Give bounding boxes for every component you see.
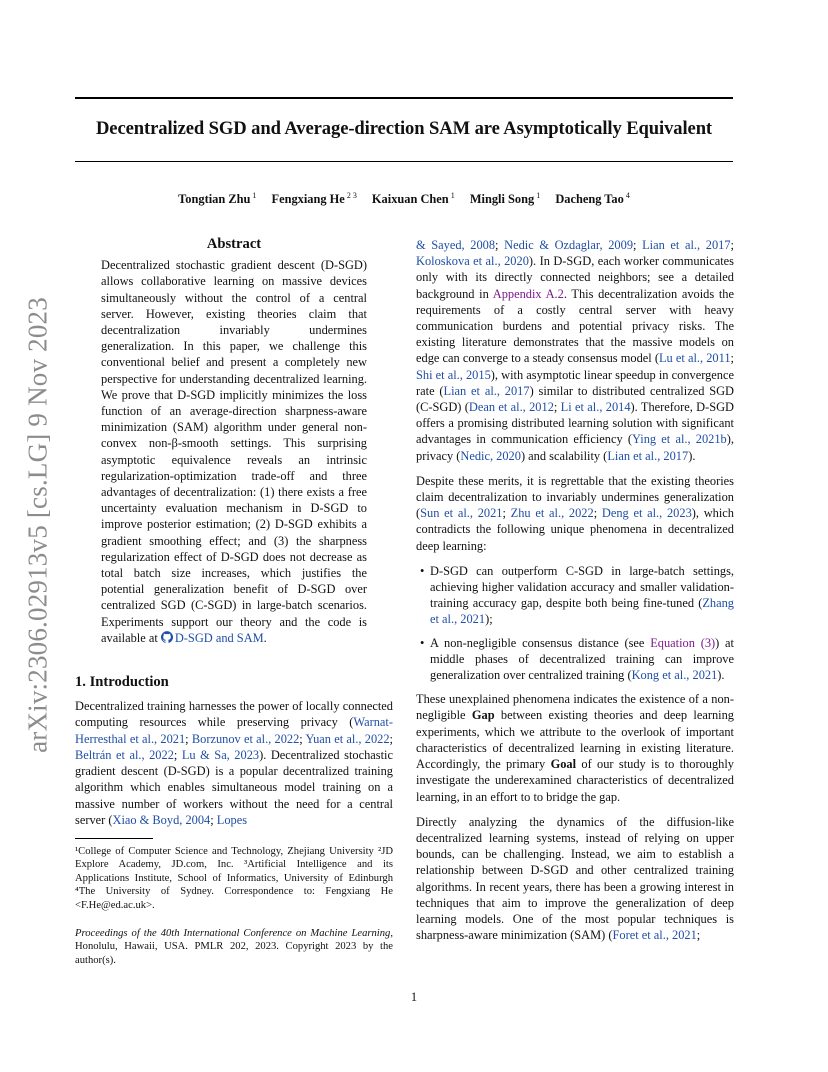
proceedings-note: Proceedings of the 40th International Conference on Machine Learning, Honolulu, Hawaii, USA. PMLR 202, 2023. Copyright 2023 by the author(s). [75,927,393,966]
citation-link[interactable]: & Sayed, 2008 [416,238,496,252]
citation-link[interactable]: Ying et al., 2021b [632,432,727,447]
equation-link[interactable]: Equation (3) [650,635,716,650]
abstract-body [75,257,393,646]
citation-link[interactable]: Lu & Sa, 2023 [181,747,260,762]
citation-link[interactable]: Nedic & Ozdaglar, 2009 [504,238,634,252]
right-column [416,237,734,952]
citation-link[interactable]: Koloskova et al., 2020 [416,254,529,269]
citation-link[interactable]: Lu et al., 2011 [658,351,731,366]
citation-link[interactable]: Warnat-Herresthal et al., 2021 [75,715,393,746]
affiliation-footnote: ¹College of Computer Science and Technology, Zhejiang University ²JD Explore Academy, JD.com, Inc. ³Artificial Intelligence and its Applications Institute, School of Informatics, University of Edinburgh ⁴The University of Sydney. Correspondence to: Fengxiang He <F.He@ed.ac.uk>. [75,845,393,911]
title-bottom-rule [75,161,733,162]
left-column [75,236,393,967]
citation-link[interactable]: Borzunov et al., 2022 [191,731,300,746]
intro-heading: 1. Introduction [75,674,169,691]
author-4: Mingli Song $^1$ [469,191,541,207]
citation-link[interactable]: Foret et al., 2021 [612,928,697,943]
author-3: Kaixuan Chen $^1$ [371,191,455,207]
citation-link[interactable]: Beltrán et al., 2022 [75,747,174,762]
citation-link[interactable]: Xiao & Boyd, 2004 [112,812,211,827]
arxiv-stamp-text[interactable]: arXiv:2306.02913v5 [cs.LG] 9 Nov 2023 [22,297,53,753]
citation-link[interactable]: Lopes [216,812,248,827]
approach-paragraph: Directly analyzing the dynamics of the diffusion-like decentralized learning systems, instead of relying on upper bounds, can be challenging. Instead, we aim to establish a relationship between D-SGD and other centralized training algorithms. In recent years, there has been a growing interest in techniques that aim to improve the generalization of deep learning models. One of the most popular techniques is sharpness-aware minimization (SAM) (Foret et al., 2021; [416,814,734,943]
abstract-text: Decentralized stochastic gradient descent (D-SGD) allows collaborative learning on massive devices simultaneously without the control of a central server. However, existing theories claim that decentralization invariably undermines generalization. In this paper, we challenge this conventional belief and present a completely new perspective for understanding decentralized learning. We prove that D-SGD implicitly minimizes the loss function of an average-direction sharpness-aware minimization (SAM) algorithm under general non-convex non-β-smooth settings. This surprising asymptotic equivalence reveals an intrinsic regularization-optimization trade-off and three advantages of decentralization: (1) there exists a free uncertainty evaluation mechanism in D-SGD to improve posterior estimation; (2) D-SGD exhibits a gradient smoothing effect; and (3) the sharpness regularization effect of D-SGD does not decrease as total batch size increases, which justifies the potential generalization benefit of D-SGD over centralized SGD (C-SGD) in large-batch scenarios. Experiments support our theory and the code is available at D-SGD and SAM. [101,258,367,645]
citation-link[interactable]: Sun et al., 2021 [420,506,503,521]
footnote-rule [75,838,153,839]
intro-paragraph-continued: & Sayed, 2008; Nedic & Ozdaglar, 2009; Lian et al., 2017; Koloskova et al., 2020). In D-SGD, each worker communicates only with its directly connected neighbors; see a detailed background in Appendix A.2. This decentralization avoids the requirements of a costly central server with heavy communication burdens and potential privacy risks. The existing literature demonstrates that the massive models on edge can converge to a steady consensus model (Lu et al., 2011; Shi et al., 2015), with asymptotic linear speedup in convergence rate (Lian et al., 2017) similar to distributed centralized SGD (C-SGD) (Dean et al., 2012; Li et al., 2014). Therefore, D-SGD offers a promising distributed learning solution with significant advantages in communication efficiency (Ying et al., 2021b), privacy (Nedic, 2020) and scalability (Lian et al., 2017). [416,238,735,463]
citation-link[interactable]: Nedic, 2020 [460,448,521,463]
list-item: • A non-negligible consensus distance (see Equation (3)) at middle phases of decentralized training can improve generalization over centralized training (Kong et al., 2021). [430,635,734,684]
page-number: 1 [410,990,418,1004]
citation-link[interactable]: Zhang et al., 2021 [430,596,734,627]
citation-link[interactable]: Kong et al., 2021 [631,668,718,683]
phenomena-list [416,563,734,683]
arxiv-stamp[interactable] [16,290,60,760]
citation-link[interactable]: Shi et al., 2015 [416,367,491,382]
list-item: • D-SGD can outperform C-SGD in large-batch settings, achieving higher validation accuracy and smaller validation-training accuracy gap, despite both being fine-tuned (Zhang et al., 2021); [430,563,734,628]
code-link[interactable]: D-SGD and SAM [161,631,264,645]
gap-paragraph: Despite these merits, it is regrettable that the existing theories claim decentralization to invariably undermines generalization (Sun et al., 2021; Zhu et al., 2022; Deng et al., 2023), which contradicts the following unique phenomena in decentralized deep learning: [416,473,735,553]
citation-link[interactable]: Lian et al., 2017 [642,238,731,252]
paper-title: Decentralized SGD and Average-direction SAM are Asymptotically Equivalent [95,118,713,139]
citation-link[interactable]: Lian et al., 2017 [443,383,530,398]
abstract-heading: Abstract [206,236,262,252]
author-5: Dacheng Tao $^4$ [555,191,630,207]
github-icon [161,631,173,643]
intro-paragraph: Decentralized training harnesses the power of locally connected computing resources while preserving privacy (Warnat-Herresthal et al., 2021; Borzunov et al., 2022; Yuan et al., 2022; Beltrán et al., 2022; Lu & Sa, 2023). Decentralized stochastic gradient descent (D-SGD) is a popular decentralized training algorithm which enables simultaneous model training on a massive number of workers without the need for a central server (Xiao & Boyd, 2004; Lopes [75,699,394,827]
author-list [75,191,733,207]
author-1: Tongtian Zhu $^1$ [178,191,257,207]
citation-link[interactable]: Dean et al., 2012 [468,400,554,415]
citation-link[interactable]: Deng et al., 2023 [601,506,692,521]
citation-link[interactable]: Li et al., 2014 [560,400,631,415]
citation-link[interactable]: Yuan et al., 2022 [305,731,390,746]
appendix-link[interactable]: Appendix A.2 [492,286,564,301]
citation-link[interactable]: Zhu et al., 2022 [510,506,594,521]
title-top-rule [75,97,733,99]
author-2: Fengxiang He $^{2 3}$ [271,191,357,207]
citation-link[interactable]: Lian et al., 2017 [607,448,689,463]
goal-paragraph: These unexplained phenomena indicates the existence of a non-negligible Gap between existing theories and deep learning experiments, which we attribute to the overlook of important characteristics of decentralized learning in existing literature. Accordingly, the primary Goal of our study is to thoroughly investigate the underexamined characteristics of decentralized learning, in an effort to to bridge the gap. [416,692,734,804]
